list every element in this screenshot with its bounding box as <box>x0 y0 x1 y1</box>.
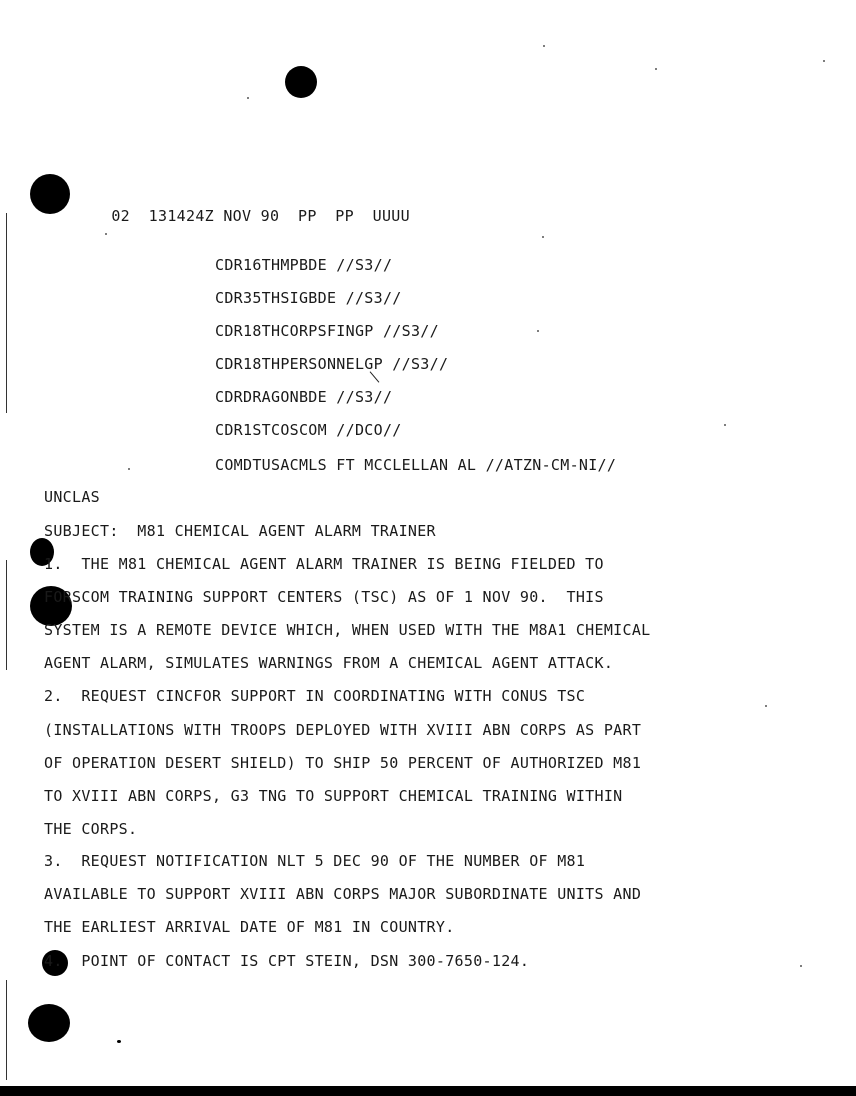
header-dtg: 131424Z NOV 90 <box>148 207 280 225</box>
body-line: THE CORPS. <box>44 820 138 838</box>
body-line: OF OPERATION DESERT SHIELD) TO SHIP 50 PERCENT OF AUTHORIZED M81 <box>44 754 642 772</box>
classification: UNCLAS <box>44 488 100 506</box>
scan-speck <box>655 68 657 70</box>
scan-edge-mark <box>6 980 7 1080</box>
scan-speck <box>724 424 726 426</box>
scan-speck <box>117 1040 121 1043</box>
body-line: AVAILABLE TO SUPPORT XVIII ABN CORPS MAJOR SUBORDINATE UNITS AND <box>44 885 642 903</box>
scan-speck <box>542 236 544 238</box>
body-line: TO XVIII ABN CORPS, G3 TNG TO SUPPORT CHEMICAL TRAINING WITHIN <box>44 787 623 805</box>
body-line: (INSTALLATIONS WITH TROOPS DEPLOYED WITH XVIII ABN CORPS AS PART <box>44 721 642 739</box>
scan-speck <box>128 468 130 470</box>
body-line: AGENT ALARM, SIMULATES WARNINGS FROM A CHEMICAL AGENT ATTACK. <box>44 654 614 672</box>
header-prefix: 02 <box>111 207 130 225</box>
body-line: 4. POINT OF CONTACT IS CPT STEIN, DSN 300-7650-124. <box>44 952 530 970</box>
punch-hole-bottom <box>28 1004 70 1042</box>
message-header <box>74 189 410 243</box>
handwritten-tick <box>370 371 380 382</box>
scan-speck <box>537 330 539 332</box>
body-line: THE EARLIEST ARRIVAL DATE OF M81 IN COUNTRY. <box>44 918 455 936</box>
addressee-line: CDR18THCORPSFINGP //S3// <box>215 322 439 340</box>
header-precedence: PP PP UUUU <box>297 207 410 225</box>
body-line: FORSCOM TRAINING SUPPORT CENTERS (TSC) AS OF 1 NOV 90. THIS <box>44 588 604 606</box>
addressee-line: CDR18THPERSONNELGP //S3// <box>215 355 449 373</box>
body-line: 1. THE M81 CHEMICAL AGENT ALARM TRAINER IS BEING FIELDED TO <box>44 555 604 573</box>
scan-speck <box>800 965 802 967</box>
scan-speck <box>823 60 825 62</box>
scan-bottom-border <box>0 1086 856 1096</box>
addressee-line: CDRDRAGONBDE //S3// <box>215 388 393 406</box>
addressee-line: CDR35THSIGBDE //S3// <box>215 289 402 307</box>
punch-hole-top <box>285 66 317 98</box>
addressee-line: COMDTUSACMLS FT MCCLELLAN AL //ATZN-CM-NI// <box>215 456 617 474</box>
punch-hole-header <box>30 174 70 214</box>
scan-speck <box>543 45 545 47</box>
body-line: 3. REQUEST NOTIFICATION NLT 5 DEC 90 OF THE NUMBER OF M81 <box>44 852 586 870</box>
scan-edge-mark <box>6 560 7 670</box>
scan-speck <box>247 97 249 99</box>
scan-speck <box>765 705 767 707</box>
subject-line: SUBJECT: M81 CHEMICAL AGENT ALARM TRAINER <box>44 522 436 540</box>
addressee-line: CDR16THMPBDE //S3// <box>215 256 393 274</box>
scan-edge-mark <box>6 213 7 413</box>
body-line: SYSTEM IS A REMOTE DEVICE WHICH, WHEN USED WITH THE M8A1 CHEMICAL <box>44 621 651 639</box>
body-line: 2. REQUEST CINCFOR SUPPORT IN COORDINATING WITH CONUS TSC <box>44 687 586 705</box>
addressee-line: CDR1STCOSCOM //DCO// <box>215 421 402 439</box>
